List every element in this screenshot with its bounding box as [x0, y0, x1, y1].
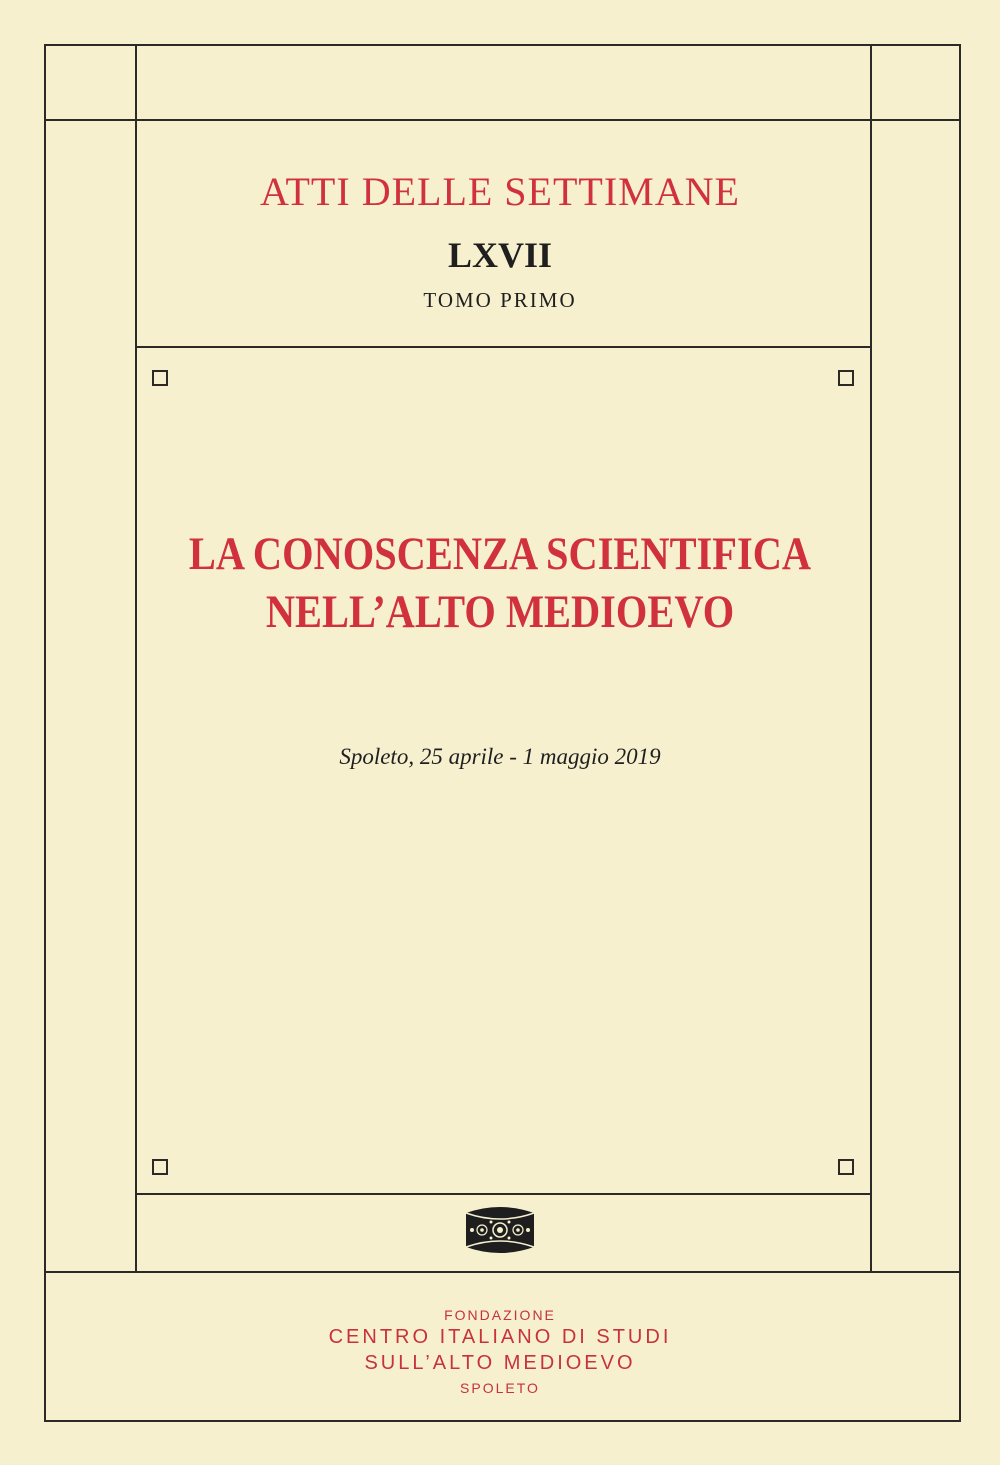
- publisher-line-3: SULL’ALTO MEDIOEVO: [364, 1352, 636, 1374]
- header-bottom-rule: [135, 346, 872, 348]
- book-title-line-1: LA CONOSCENZA SCIENTIFICA: [188, 528, 812, 580]
- inner-left-rule: [135, 44, 137, 1273]
- frame-bottom-rule: [44, 1420, 961, 1422]
- corner-square-top-left: [152, 370, 168, 386]
- panel-bottom-rule: [135, 1193, 872, 1195]
- corner-square-bottom-left: [152, 1159, 168, 1175]
- ornamental-crown-emblem-icon: [462, 1199, 538, 1261]
- tome-label: TOMO PRIMO: [423, 288, 577, 312]
- series-title: ATTI DELLE SETTIMANE: [260, 169, 740, 214]
- frame-top-rule: [44, 44, 961, 46]
- book-title-line-2: NELL’ALTO MEDIOEVO: [265, 586, 735, 638]
- conference-dates: Spoleto, 25 aprile - 1 maggio 2019: [339, 744, 661, 769]
- publisher-line-4: SPOLETO: [460, 1380, 540, 1396]
- frame-upper-rule: [44, 119, 961, 121]
- corner-square-bottom-right: [838, 1159, 854, 1175]
- volume-number: LXVII: [447, 235, 553, 275]
- publisher-line-1: FONDAZIONE: [444, 1307, 556, 1323]
- book-title: [70, 525, 930, 641]
- publisher-line-2: CENTRO ITALIANO DI STUDI: [328, 1326, 672, 1348]
- frame-lower-rule: [44, 1271, 961, 1273]
- inner-right-rule: [870, 44, 872, 1273]
- corner-square-top-right: [838, 370, 854, 386]
